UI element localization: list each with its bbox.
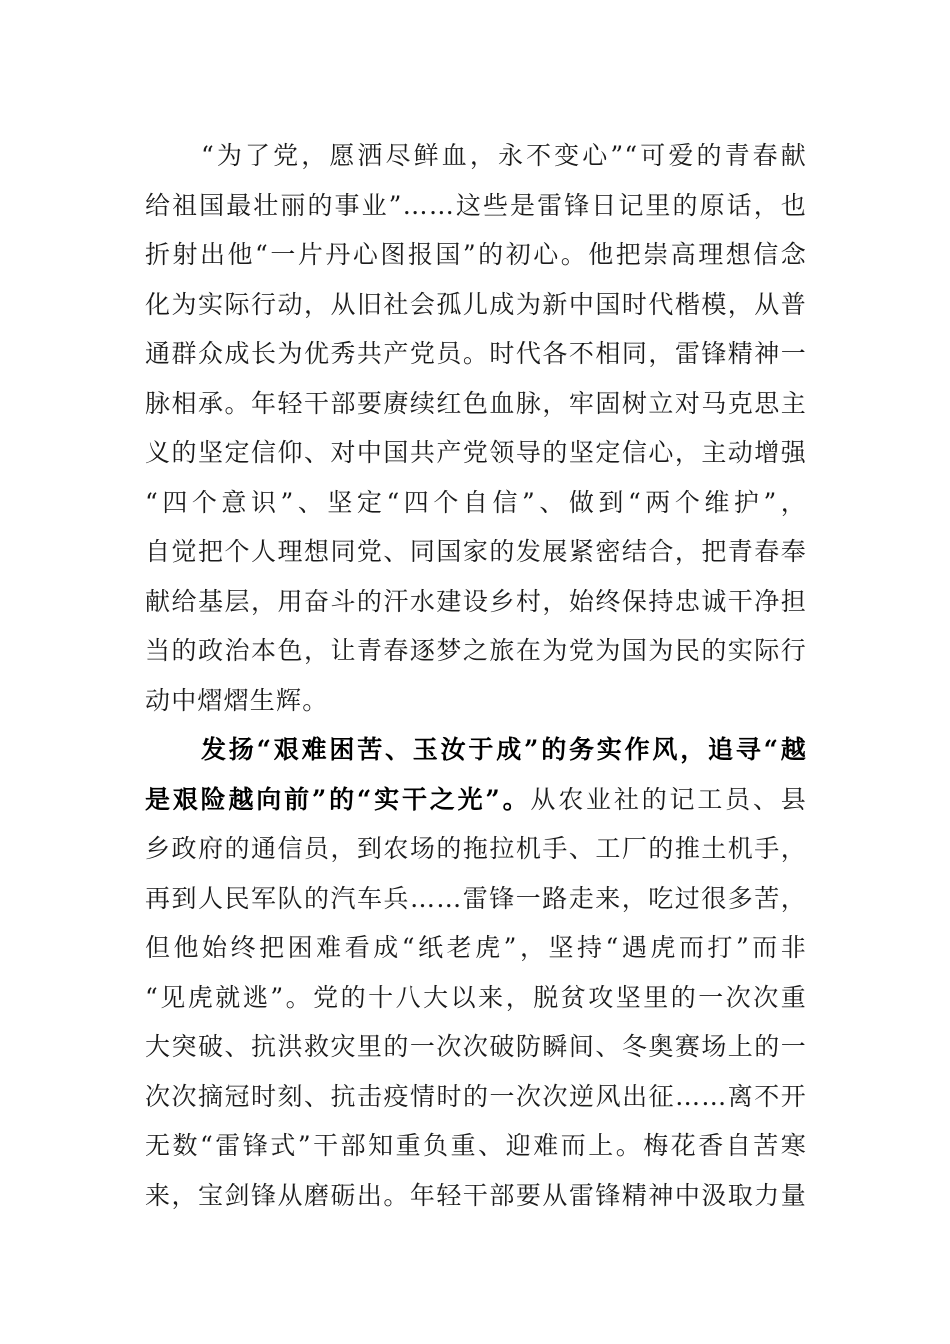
paragraph-line: 再到人民军队的汽车兵……雷锋一路走来，吃过很多苦， <box>145 883 807 913</box>
paragraph-line: 无数“雷锋式”干部知重负重、迎难而上。梅花香自苦寒 <box>145 1131 807 1160</box>
paragraph-1 <box>145 131 807 725</box>
paragraph-line: 但他始终把困难看成“纸老虎”，坚持“遇虎而打”而非 <box>145 933 807 962</box>
paragraph-2 <box>145 725 807 1220</box>
paragraph-line: 乡政府的通信员，到农场的拖拉机手、工厂的推土机手， <box>145 834 807 863</box>
paragraph-line: 折射出他“一片丹心图报国”的初心。他把崇高理想信念 <box>145 240 807 269</box>
paragraph-line: 给祖国最壮丽的事业”……这些是雷锋日记里的原话，也 <box>145 190 807 220</box>
section-heading: 发扬“艰难困苦、玉汝于成”的务实作风，追寻“越 <box>201 735 807 764</box>
paragraph-line: 义的坚定信仰、对中国共产党领导的坚定信心，主动增强 <box>145 438 807 467</box>
paragraph-line: “见虎就逃”。党的十八大以来，脱贫攻坚里的一次次重 <box>145 982 807 1012</box>
paragraph-line: “四个意识”、坚定“四个自信”、做到“两个维护”， <box>145 487 807 517</box>
paragraph-line <box>145 775 807 825</box>
paragraph-line: 次次摘冠时刻、抗击疫情时的一次次逆风出征……离不开 <box>145 1081 807 1111</box>
paragraph-line: 动中熠熠生辉。 <box>145 685 329 715</box>
paragraph-line: 化为实际行动，从旧社会孤儿成为新中国时代楷模，从普 <box>145 289 807 319</box>
paragraph-line: 通群众成长为优秀共产党员。时代各不相同，雷锋精神一 <box>145 339 807 368</box>
paragraph-line: 来，宝剑锋从磨砺出。年轻干部要从雷锋精神中汲取力量 <box>145 1180 807 1210</box>
paragraph-line: 大突破、抗洪救灾里的一次次破防瞬间、冬奥赛场上的一 <box>145 1032 807 1061</box>
section-heading-continued: 是艰险越向前”的“实干之光”。 <box>145 784 531 814</box>
paragraph-line: 自觉把个人理想同党、同国家的发展紧密结合，把青春奉 <box>145 537 807 566</box>
paragraph-line: 献给基层，用奋斗的汗水建设乡村，始终保持忠诚干净担 <box>145 586 807 616</box>
paragraph-text: 从农业社的记工员、县 <box>530 784 807 814</box>
paragraph-line: 脉相承。年轻干部要赓续红色血脉，牢固树立对马克思主 <box>145 388 807 418</box>
paragraph-line: 当的政治本色，让青春逐梦之旅在为党为国为民的实际行 <box>145 636 807 665</box>
paragraph-line: “为了党，愿洒尽鲜血，永不变心”“可爱的青春献 <box>201 141 807 170</box>
